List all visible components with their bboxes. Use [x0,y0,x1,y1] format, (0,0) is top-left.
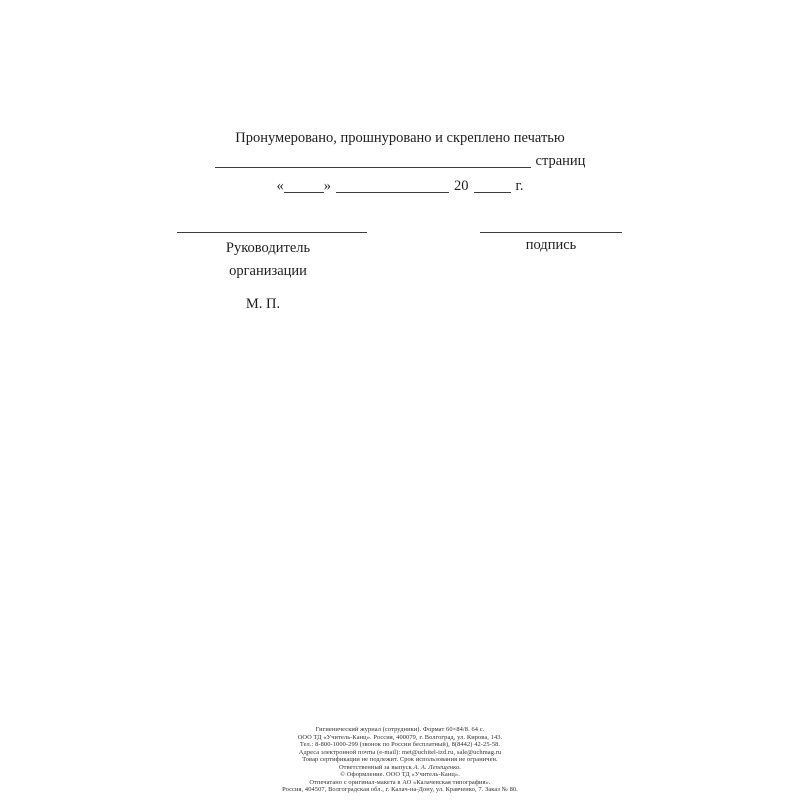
date-open-quote: « [276,178,284,194]
date-day-blank [284,179,324,193]
seal-title: Пронумеровано, прошнуровано и скреплено печатью [235,130,565,146]
head-of-organization-label [177,237,359,283]
head-role-line2: организации [229,263,307,279]
stamp-place-label: М. П. [245,296,281,312]
colophon-publisher-line: ООО ТД «Учитель-Канц». Россия, 400079, г. Волгоград, ул. Кирова, 143. [297,733,503,741]
date-year-prefix: 20 [454,178,469,194]
date-year-blank [474,179,511,193]
signature-line [480,232,622,233]
date-close-quote: » [323,178,332,194]
colophon-printer-line: Отпечатано с оригинал-макета в АО «Калачевская типография». [309,778,491,786]
head-signature-line [177,232,367,233]
date-year-suffix: г. [515,178,524,194]
date-line [0,178,800,195]
colophon-responsible-name: А. А. Лепещенко. [413,763,462,771]
signature-caption: подпись [525,237,577,253]
pages-line [0,153,800,170]
colophon-responsible-prefix: Ответственный за выпуск [338,763,412,771]
head-role-line1: Руководитель [225,240,311,256]
colophon [0,726,800,794]
colophon-phone-line: Тел.: 8-800-1000-299 (звонок по России бесплатный), 8(8442) 42-25-58. [299,741,501,749]
colophon-cert-line: Товар сертификации не подлежит. Срок использования не ограничен. [302,756,498,764]
colophon-print-address-line: Россия, 404507, Волгоградская обл., г. Калач-на-Дону, ул. Кравченко, 7. Заказ № 80. [282,786,518,794]
date-month-blank [336,179,449,193]
colophon-email-line: Адреса электронной почты (e-mail): met@uchitel-izd.ru, sale@uchmag.ru [298,748,502,756]
colophon-responsible-line [0,764,800,772]
pages-count-blank [215,154,531,168]
colophon-copyright-line: © Оформление. ООО ТД «Учитель-Канц». [340,771,460,779]
colophon-product-line: Гигиенический журнал (сотрудники). Формат 60×84/8. 64 с. [315,726,485,733]
pages-suffix-label: страниц [535,153,586,169]
